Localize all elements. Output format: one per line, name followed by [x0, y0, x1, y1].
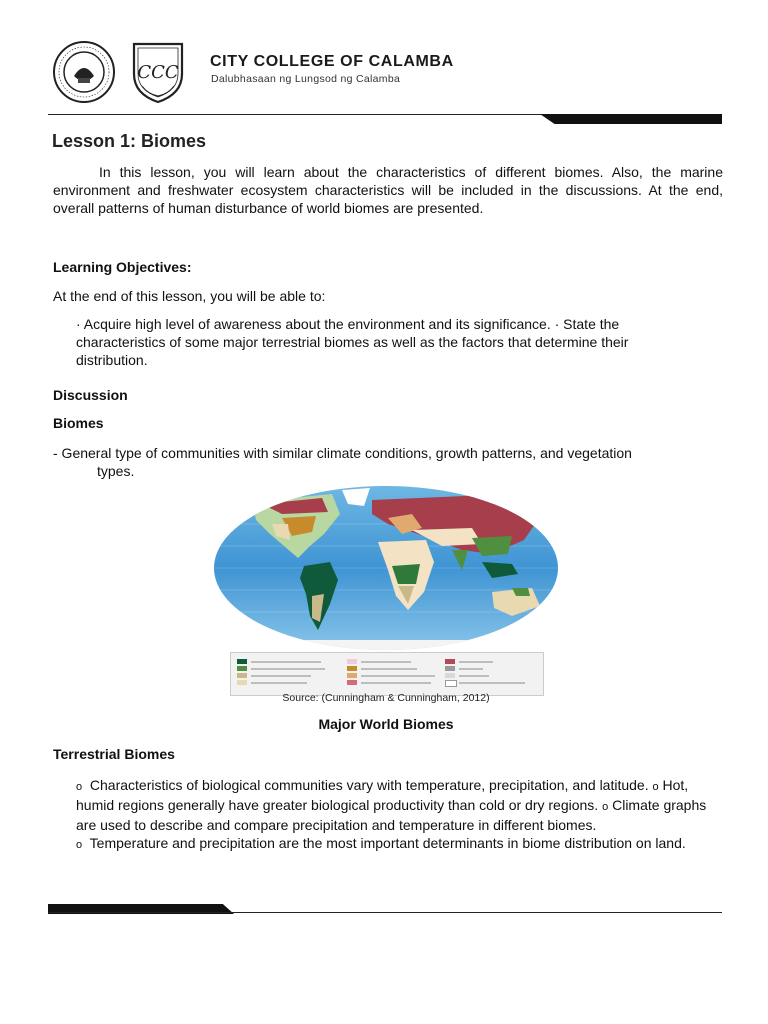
legend-swatch: [445, 666, 455, 671]
figure-source: Source: (Cunningham & Cunningham, 2012): [282, 692, 490, 704]
college-name: CITY COLLEGE OF CALAMBA: [210, 53, 454, 70]
legend-swatch: [237, 659, 247, 664]
legend-swatch: [347, 666, 357, 671]
legend-swatch: [347, 673, 357, 678]
bullet-icon: o: [76, 839, 83, 851]
lesson-title: Lesson 1: Biomes: [52, 131, 207, 151]
list-item: Climate graphs are used to describe and compare precipitation and temperature in different biomes.: [76, 797, 707, 833]
college-seal-logo: [52, 40, 116, 104]
svg-text:CCC: CCC: [137, 62, 179, 83]
discussion-heading: Discussion: [53, 387, 128, 403]
terrestrial-list: [76, 776, 716, 854]
objectives-list: · Acquire high level of awareness about the environment and its significance. · State the characteristics of some major terrestrial biomes as well as the factors that determine their distribution.: [76, 316, 629, 368]
map-legend: [230, 652, 544, 696]
bullet-icon: o: [652, 781, 659, 793]
bullet-icon: o: [602, 801, 609, 813]
terrestrial-heading: Terrestrial Biomes: [53, 746, 175, 762]
figure-caption: Major World Biomes: [318, 716, 454, 732]
header-accent-bar: [540, 114, 722, 124]
legend-swatch: [237, 673, 247, 678]
college-crest-logo: [128, 38, 188, 104]
legend-swatch: [347, 659, 357, 664]
legend-swatch: [445, 673, 455, 678]
list-item: o Characteristics of biological communities vary with temperature, precipitation, and latitude.: [76, 777, 649, 793]
legend-swatch: [445, 659, 455, 664]
college-subtitle: Dalubhasaan ng Lungsod ng Calamba: [211, 73, 401, 85]
lesson-intro: In this lesson, you will learn about the characteristics of different biomes. Also, the marine environment and freshwater ecosystem characteristics will be included in the discussions. At the end, overall patterns of human disturbance of world biomes are presented.: [53, 164, 723, 216]
footer-divider: [48, 912, 722, 913]
list-item: Temperature and precipitation are the most important determinants in biome distribution on land.: [89, 835, 686, 851]
legend-labels-middle: [361, 658, 441, 688]
list-item: Hot, humid regions generally have greater biological productivity than cold or dry regions.: [76, 777, 689, 813]
legend-swatch: [445, 680, 457, 687]
legend-labels-left: [251, 658, 341, 688]
legend-swatch: [347, 680, 357, 685]
biomes-definition-line1: - General type of communities with similar climate conditions, growth patterns, and vegetation: [53, 445, 632, 461]
legend-labels-right: [459, 658, 539, 688]
bullet-icon: o: [76, 781, 83, 793]
objectives-heading: Learning Objectives:: [53, 259, 192, 275]
world-biomes-map: [212, 484, 560, 652]
legend-swatch: [237, 680, 247, 685]
biomes-definition-line2: types.: [97, 463, 135, 479]
biomes-heading: Biomes: [53, 415, 104, 431]
objectives-lead: At the end of this lesson, you will be able to:: [53, 288, 326, 304]
biomes-definition: [53, 444, 693, 480]
legend-swatch: [237, 666, 247, 671]
